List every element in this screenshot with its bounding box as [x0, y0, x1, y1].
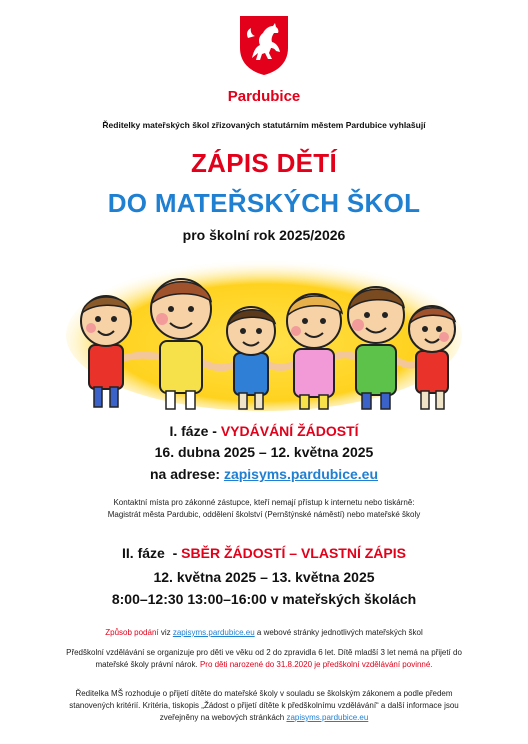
method-link[interactable]: zapisyms.pardubice.eu [172, 628, 255, 637]
director-info [0, 688, 528, 724]
page-title: ZÁPIS DĚTÍ [190, 148, 337, 178]
phase1-address-link[interactable]: zapisyms.pardubice.eu [223, 466, 378, 482]
method-label: Způsob podání [105, 628, 159, 637]
director-link[interactable]: zapisyms.pardubice.eu [286, 713, 369, 722]
children-holding-hands-illustration [64, 253, 464, 411]
director-line-2: stanovených kritérií. Kritéria, tiskopis „Žádost o přijetí dítěte k předškolnímu vzdělávání“ a další informace jsou [69, 701, 459, 710]
director-line-3-text: zveřejněny na webových stránkách [159, 713, 287, 722]
phase2-dates: 12. května 2025 – 13. května 2025 [153, 569, 375, 585]
director-line-3 [0, 712, 528, 724]
pardubice-horse-shield-icon [238, 14, 290, 76]
phase1-dates: 16. dubna 2025 – 12. května 2025 [154, 444, 374, 460]
phase2-heading [0, 545, 528, 561]
submission-method [0, 628, 528, 637]
page-subtitle: DO MATEŘSKÝCH ŠKOL [107, 188, 421, 218]
phase1-address [0, 466, 528, 482]
contact-line-2: Magistrát města Pardubic, oddělení školství (Pernštýnské náměstí) nebo mateřské školy [107, 510, 421, 519]
phase1-label: I. fáze - [169, 423, 221, 439]
phase1-heading [0, 423, 528, 439]
phase2-hours: 8:00–12:30 13:00–16:00 v mateřských školách [111, 591, 417, 607]
city-name: Pardubice [227, 88, 301, 105]
preschool-line-1: Předškolní vzdělávání se organizuje pro děti ve věku od 2 do zpravidla 6 let. Dítě mladší 3 let nemá na přijetí do [66, 648, 462, 657]
contact-line-1: Kontaktní místa pro zákonné zástupce, kteří nemají přístup k internetu nebo tiskárně: [113, 498, 415, 507]
method-mid: viz [158, 628, 173, 637]
phase2-name: SBĚR ŽÁDOSTÍ – VLASTNÍ ZÁPIS [181, 545, 406, 561]
preschool-line-2-text: mateřské školy právní nárok. [95, 660, 200, 669]
phase2-label: II. fáze - [122, 545, 182, 561]
school-year: pro školní rok 2025/2026 [182, 227, 346, 243]
preschool-mandatory-note: Pro děti narozené do 31.8.2020 je předškolní vzdělávání povinné. [199, 660, 433, 669]
preschool-info [0, 647, 528, 671]
phase1-name: VYDÁVÁNÍ ŽÁDOSTÍ [220, 423, 359, 439]
phase1-address-label: na adrese: [150, 466, 224, 482]
preschool-line-2 [0, 659, 528, 671]
method-end: a webové stránky jednotlivých mateřských škol [254, 628, 423, 637]
intro-text: Ředitelky mateřských škol zřizovaných statutárním městem Pardubice vyhlašují [102, 120, 426, 130]
director-line-1: Ředitelka MŠ rozhoduje o přijetí dítěte do mateřské školy v souladu se školským zákonem a podle předem [75, 689, 453, 698]
contact-info [0, 497, 528, 521]
